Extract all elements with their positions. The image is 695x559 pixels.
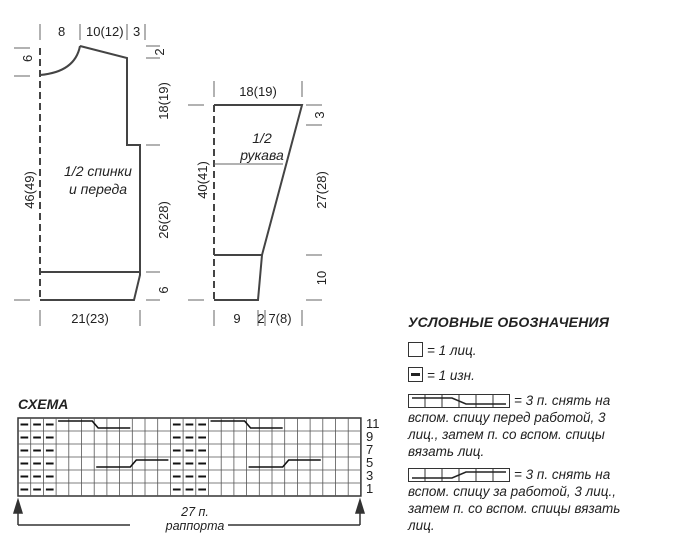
repeat-arrow-left bbox=[14, 500, 22, 513]
legend-cable-front-text-2: вспом. спицу перед работой, 3 bbox=[408, 410, 606, 425]
body-label-line2: и переда bbox=[68, 181, 128, 197]
sleeve-dim-right-top: 3 bbox=[312, 111, 327, 119]
repeat-label-line1: 27 п. bbox=[181, 505, 209, 519]
legend-cable-back-text-1: = 3 п. снять на bbox=[514, 467, 611, 482]
sleeve-dim-bottom-3: 7(8) bbox=[268, 311, 292, 326]
legend-cable-front-text-4: вязать лиц. bbox=[408, 444, 485, 459]
body-dim-right-top: 2 bbox=[152, 48, 167, 56]
row-number-3: 3 bbox=[366, 468, 374, 483]
legend-purl bbox=[408, 367, 688, 384]
sleeve-dim-right-2: 10 bbox=[314, 270, 329, 286]
neckline bbox=[40, 46, 80, 75]
sleeve-dim-top: 18(19) bbox=[239, 84, 277, 99]
legend-cable-front-text-1: = 3 п. снять на bbox=[514, 393, 611, 408]
legend-cable-back-text-2: вспом. спицу за работой, 3 лиц., bbox=[408, 484, 616, 499]
legend-cable-front bbox=[408, 392, 688, 460]
body-dim-top-3: 3 bbox=[133, 24, 141, 39]
body-dim-left-top: 6 bbox=[20, 54, 35, 62]
repeat-label bbox=[130, 505, 260, 533]
sleeve-label-line1: 1/2 bbox=[252, 130, 272, 146]
sleeve-dim-bottom-1: 9 bbox=[233, 311, 241, 326]
sleeve-dim-bottom-2: 2 bbox=[257, 311, 265, 326]
body-label-line1: 1/2 спинки bbox=[64, 163, 132, 179]
row-number-11: 11 bbox=[366, 416, 380, 431]
legend-cable-back bbox=[408, 466, 688, 534]
sleeve-label-line2: рукава bbox=[240, 147, 284, 163]
legend-title: УСЛОВНЫЕ ОБОЗНАЧЕНИЯ bbox=[408, 314, 610, 330]
schema-row-numbers bbox=[366, 416, 380, 496]
body-dim-bottom: 21(23) bbox=[71, 311, 109, 326]
schema-grid bbox=[18, 418, 361, 496]
sleeve-dim-right-1: 27(28) bbox=[314, 171, 329, 209]
body-dim-top-1: 8 bbox=[58, 24, 66, 39]
row-number-9: 9 bbox=[366, 429, 374, 444]
sleeve-dimension-lines bbox=[188, 81, 322, 326]
legend-knit bbox=[408, 342, 688, 359]
legend-purl-text: = 1 изн. bbox=[427, 368, 475, 383]
purl-symbol-icon bbox=[408, 367, 423, 382]
body-dim-left: 46(49) bbox=[22, 171, 37, 209]
repeat-arrow-right bbox=[356, 500, 364, 513]
cable-front-symbol-icon bbox=[408, 394, 510, 408]
legend-cable-back-text-3: затем п. со вспом. спицы вязать bbox=[408, 501, 621, 516]
row-number-5: 5 bbox=[366, 455, 374, 470]
body-dim-right-3: 6 bbox=[156, 286, 171, 294]
legend-cable-back-text-4: лиц. bbox=[408, 518, 435, 533]
legend-cable-front-text-3: лиц., затем п. со вспом. спицы bbox=[408, 427, 605, 442]
row-number-7: 7 bbox=[366, 442, 374, 457]
sleeve-dim-left: 40(41) bbox=[195, 161, 210, 199]
repeat-label-line2: раппорта bbox=[165, 519, 225, 533]
legend-knit-text: = 1 лиц. bbox=[427, 343, 477, 358]
schema-title: СХЕМА bbox=[18, 396, 69, 412]
knit-symbol-icon bbox=[408, 342, 423, 357]
body-dim-right-2: 26(28) bbox=[156, 201, 171, 239]
legend bbox=[408, 314, 688, 534]
row-number-1: 1 bbox=[366, 481, 374, 496]
body-dim-top-2: 10(12) bbox=[86, 24, 124, 39]
cable-back-symbol-icon bbox=[408, 468, 510, 482]
body-dim-right-1: 18(19) bbox=[156, 82, 171, 120]
